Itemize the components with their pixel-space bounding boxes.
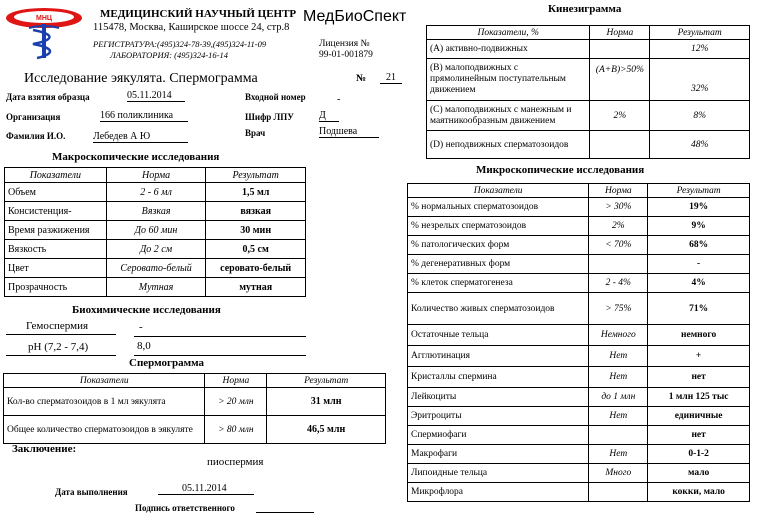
organization-value: 166 поликлиника: [100, 110, 188, 122]
brand-name: МедБиоСпект: [303, 8, 407, 25]
table-row: [408, 325, 750, 346]
cell: > 75%: [589, 293, 648, 325]
table-row: [408, 464, 750, 483]
organization-label: Организация: [6, 112, 61, 122]
sample-date-value: 05.11.2014: [127, 90, 185, 102]
cell: Микрофлора: [408, 483, 589, 502]
table-row: [408, 426, 750, 445]
cell: 2%: [589, 217, 648, 236]
column-header: Норма: [205, 374, 267, 388]
cell: > 20 млн: [205, 388, 267, 416]
cell: 32%: [650, 59, 750, 101]
table-row: [5, 183, 306, 202]
table-row: [427, 40, 750, 59]
cell: Эритроциты: [408, 407, 589, 426]
cell: +: [648, 346, 750, 367]
column-header: Результат: [648, 184, 750, 198]
macro-header-row: [5, 168, 306, 183]
ph-value: 8,0: [137, 340, 151, 352]
micro-section-title: Микроскопические исследования: [476, 164, 645, 176]
cell: [589, 255, 648, 274]
cell: 46,5 млн: [267, 416, 386, 444]
table-row: [5, 240, 306, 259]
cell: мутная: [206, 278, 306, 297]
document-number: 21: [380, 72, 402, 84]
cell: Лейкоциты: [408, 388, 589, 407]
cell: > 80 млн: [205, 416, 267, 444]
table-row: [427, 59, 750, 101]
table-row: [5, 259, 306, 278]
cell: Нет: [589, 445, 648, 464]
spermogram-header-row: [4, 374, 386, 388]
cell: мало: [648, 464, 750, 483]
ph-label: pH (7,2 - 7,4): [28, 341, 89, 353]
cell: Макрофаги: [408, 445, 589, 464]
cell: Агглютинация: [408, 346, 589, 367]
table-row: [408, 483, 750, 502]
cell: 19%: [648, 198, 750, 217]
table-row: [408, 388, 750, 407]
cell: [589, 426, 648, 445]
cell: 8%: [650, 101, 750, 131]
cell: % незрелых сперматозоидов: [408, 217, 589, 236]
cell: Количество живых сперматозоидов: [408, 293, 589, 325]
cell: (A+B)>50%: [590, 59, 650, 101]
table-row: [427, 101, 750, 131]
cell: Спермиофаги: [408, 426, 589, 445]
cell: нет: [648, 426, 750, 445]
license-label: Лицензия №: [319, 39, 370, 49]
column-header: Результат: [267, 374, 386, 388]
spermogram-section-title: Спермограмма: [129, 357, 204, 369]
incoming-number-value: -: [337, 94, 341, 105]
cell: Консистенция-: [5, 202, 107, 221]
spermogram-table: [3, 373, 386, 444]
cell: 48%: [650, 131, 750, 159]
hemospermia-line: [6, 334, 116, 335]
macro-section-title: Макроскопические исследования: [52, 151, 220, 163]
cell: немного: [648, 325, 750, 346]
cell: Кол-во сперматозоидов в 1 мл эякулята: [4, 388, 205, 416]
doctor-label: Врач: [245, 128, 266, 138]
lab-phone: ЛАБОРАТОРИЯ: (495)324-16-14: [110, 50, 228, 60]
column-header: Результат: [206, 168, 306, 183]
execution-date-label: Дата выполнения: [55, 487, 128, 497]
cell: 0-1-2: [648, 445, 750, 464]
patient-name-label: Фамилия И.О.: [6, 131, 66, 141]
cipher-label: Шифр ЛПУ: [245, 112, 294, 122]
cell: -: [648, 255, 750, 274]
cell: Липоидные тельца: [408, 464, 589, 483]
cell: Прозрачность: [5, 278, 107, 297]
hemospermia-label: Гемоспермия: [26, 320, 89, 332]
cell: нет: [648, 367, 750, 388]
cell: 12%: [650, 40, 750, 59]
cell: Нет: [589, 407, 648, 426]
center-name: МЕДИЦИНСКИЙ НАУЧНЫЙ ЦЕНТР: [100, 8, 297, 20]
cell: (B) малоподвижных с прямолинейным поступательным движением: [427, 59, 590, 101]
table-row: [408, 346, 750, 367]
cell: Цвет: [5, 259, 107, 278]
cell: (C) малоподвижных с манежным и маятникообразным движением: [427, 101, 590, 131]
column-header: Норма: [106, 168, 206, 183]
cell: 0,5 см: [206, 240, 306, 259]
table-row: [408, 217, 750, 236]
cell: Серовато-белый: [106, 259, 206, 278]
logo: [3, 4, 85, 60]
cell: < 70%: [589, 236, 648, 255]
kinesis-header-row: [427, 26, 750, 40]
svg-text:МНЦ: МНЦ: [36, 15, 52, 22]
number-label: №: [356, 73, 367, 84]
cell: 1,5 мл: [206, 183, 306, 202]
cell: Общее количество сперматозоидов в эякуляте: [4, 416, 205, 444]
ph-value-line: [134, 355, 306, 356]
cell: Кристаллы спермина: [408, 367, 589, 388]
caduceus-icon: [3, 4, 85, 60]
column-header: Результат: [650, 26, 750, 40]
cell: [590, 40, 650, 59]
table-row: [408, 293, 750, 325]
kinesis-section-title: Кинезиграмма: [548, 3, 622, 15]
center-address: 115478, Москва, Каширское шоссе 24, стр.8: [93, 22, 290, 33]
column-header: Показатели: [408, 184, 589, 198]
macro-table: [4, 167, 306, 297]
registry-phones: РЕГИСТРАТУРА:(495)324-78-39,(495)324-11-09: [93, 39, 267, 49]
cell: Мутная: [106, 278, 206, 297]
column-header: Показатели: [4, 374, 205, 388]
cell: серовато-белый: [206, 259, 306, 278]
cell: кокки, мало: [648, 483, 750, 502]
cell: Время разжижения: [5, 221, 107, 240]
cell: Вязкость: [5, 240, 107, 259]
table-row: [408, 198, 750, 217]
cipher-value: Д: [319, 110, 339, 122]
cell: Много: [589, 464, 648, 483]
cell: % нормальных сперматозоидов: [408, 198, 589, 217]
table-row: [408, 236, 750, 255]
table-row: [5, 202, 306, 221]
kinesis-table: [426, 25, 750, 159]
cell: (A) активно-подвижных: [427, 40, 590, 59]
doctor-value: Подшева: [319, 126, 379, 138]
biochem-section-title: Биохимические исследования: [72, 304, 221, 316]
cell: 9%: [648, 217, 750, 236]
table-row: [408, 407, 750, 426]
column-header: Норма: [590, 26, 650, 40]
cell: Нет: [589, 346, 648, 367]
table-row: [4, 388, 386, 416]
cell: % дегенеративных форм: [408, 255, 589, 274]
conclusion-label: Заключение:: [12, 443, 77, 455]
hemospermia-value: -: [139, 321, 143, 333]
document-title: Исследование эякулята. Спермограмма: [24, 71, 258, 86]
micro-table: [407, 183, 750, 502]
cell: % клеток сперматогенеза: [408, 274, 589, 293]
cell: 2 - 6 мл: [106, 183, 206, 202]
cell: 4%: [648, 274, 750, 293]
cell: единичные: [648, 407, 750, 426]
table-row: [408, 445, 750, 464]
micro-header-row: [408, 184, 750, 198]
table-row: [408, 255, 750, 274]
column-header: Норма: [589, 184, 648, 198]
signature-label: Подпись ответственного: [135, 503, 235, 513]
column-header: Показатели, %: [427, 26, 590, 40]
cell: > 30%: [589, 198, 648, 217]
cell: 71%: [648, 293, 750, 325]
column-header: Показатели: [5, 168, 107, 183]
table-row: [408, 367, 750, 388]
cell: Вязкая: [106, 202, 206, 221]
table-row: [427, 131, 750, 159]
cell: 1 млн 125 тыс: [648, 388, 750, 407]
cell: 30 мин: [206, 221, 306, 240]
cell: До 2 см: [106, 240, 206, 259]
cell: 2%: [590, 101, 650, 131]
table-row: [5, 278, 306, 297]
cell: 2 - 4%: [589, 274, 648, 293]
license-number: 99-01-001879: [319, 50, 373, 60]
cell: Остаточные тельца: [408, 325, 589, 346]
cell: Объем: [5, 183, 107, 202]
table-row: [4, 416, 386, 444]
cell: (D) неподвижных сперматозоидов: [427, 131, 590, 159]
cell: 31 млн: [267, 388, 386, 416]
cell: [590, 131, 650, 159]
incoming-number-label: Входной номер: [245, 92, 306, 102]
cell: Немного: [589, 325, 648, 346]
cell: Нет: [589, 367, 648, 388]
cell: % патологических форм: [408, 236, 589, 255]
ph-label-line: [6, 355, 116, 356]
hemospermia-value-line: [134, 336, 306, 337]
signature-line: [256, 512, 314, 513]
execution-date-value: 05.11.2014: [158, 483, 254, 495]
sample-date-label: Дата взятия образца: [6, 92, 90, 102]
cell: вязкая: [206, 202, 306, 221]
table-row: [408, 274, 750, 293]
table-row: [5, 221, 306, 240]
cell: 68%: [648, 236, 750, 255]
patient-name-value: Лебедев А Ю: [93, 131, 188, 143]
conclusion-value: пиоспермия: [207, 456, 264, 468]
cell: до 1 млн: [589, 388, 648, 407]
cell: До 60 мин: [106, 221, 206, 240]
cell: [589, 483, 648, 502]
